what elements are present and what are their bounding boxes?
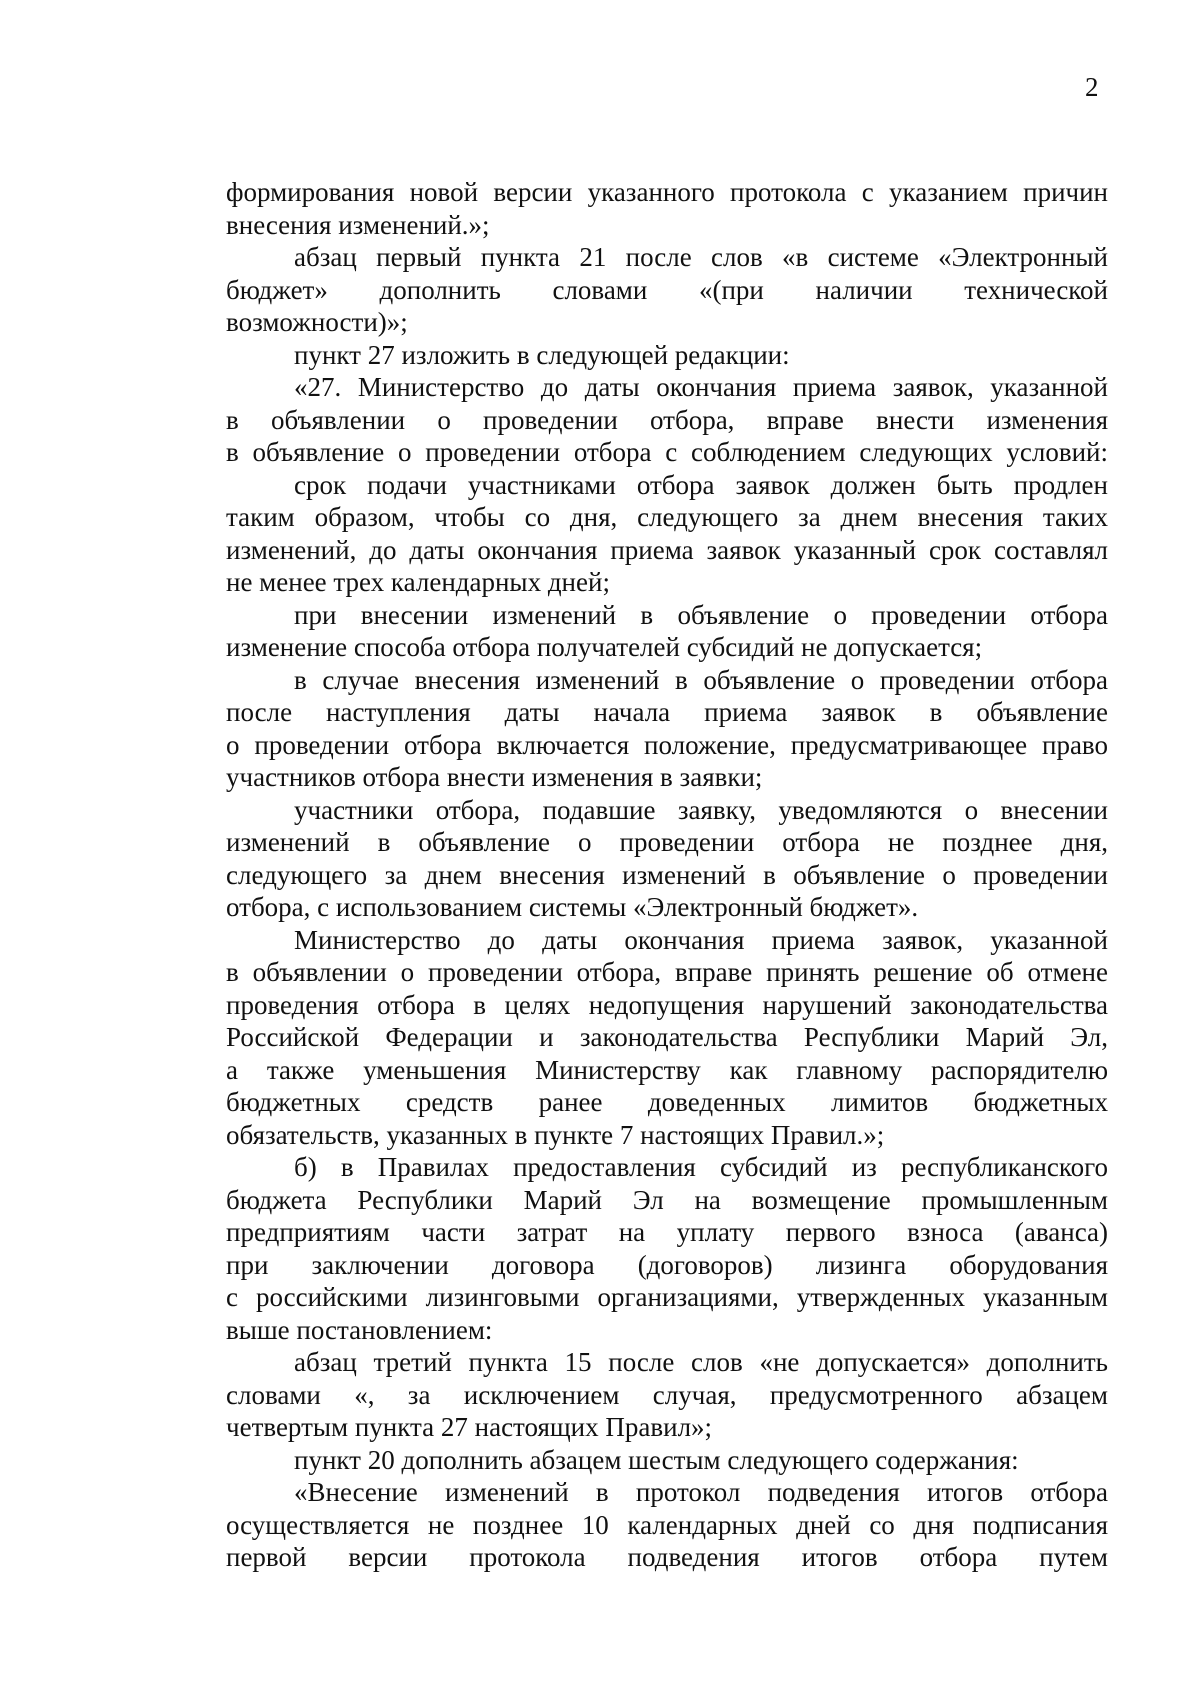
text-line: изменений, до даты окончания приема заявок указанный срок составлял bbox=[226, 534, 1108, 565]
text-line: при внесении изменений в объявление о проведении отбора bbox=[294, 599, 1108, 630]
text-line: отбора, с использованием системы «Электронный бюджет». bbox=[226, 892, 919, 922]
text-line: пункт 27 изложить в следующей редакции: bbox=[294, 339, 790, 370]
text-line: словами «, за исключением случая, предусмотренного абзацем bbox=[226, 1379, 1108, 1410]
text-line: таким образом, чтобы со дня, следующего за днем внесения таких bbox=[226, 502, 1108, 532]
text-line: а также уменьшения Министерству как главному распорядителю bbox=[226, 1054, 1108, 1085]
text-line: после наступления даты начала приема заявок в объявление bbox=[226, 697, 1108, 727]
text-line: изменение способа отбора получателей субсидий не допускается; bbox=[226, 632, 983, 662]
document-body bbox=[226, 176, 1108, 1574]
text-line: о проведении отбора включается положение, предусматривающее право bbox=[226, 729, 1108, 760]
text-line: пункт 20 дополнить абзацем шестым следующего содержания: bbox=[294, 1444, 1019, 1475]
text-line: абзац первый пункта 21 после слов «в системе «Электронный bbox=[294, 242, 1108, 272]
text-line: при заключении договора (договоров) лизинга оборудования bbox=[226, 1249, 1108, 1280]
text-line: в объявлении о проведении отбора, вправе внести изменения bbox=[226, 404, 1108, 435]
text-line: абзац третий пункта 15 после слов «не допускается» дополнить bbox=[294, 1347, 1108, 1377]
text-line: в объявление о проведении отбора с соблюдением следующих условий: bbox=[226, 437, 1108, 467]
text-line: проведения отбора в целях недопущения нарушений законодательства bbox=[226, 989, 1108, 1020]
text-line: следующего за днем внесения изменений в объявление о проведении bbox=[226, 859, 1108, 890]
text-line: бюджетных средств ранее доведенных лимитов бюджетных bbox=[226, 1087, 1108, 1117]
text-line: предприятиям части затрат на уплату первого взноса (аванса) bbox=[226, 1217, 1108, 1247]
text-line: осуществляется не позднее 10 календарных дней со дня подписания bbox=[226, 1509, 1108, 1540]
text-line: возможности)»; bbox=[226, 307, 408, 337]
text-line: выше постановлением: bbox=[226, 1314, 493, 1345]
text-line: б) в Правилах предоставления субсидий из республиканского bbox=[294, 1152, 1108, 1182]
text-line: изменений в объявление о проведении отбора не позднее дня, bbox=[226, 827, 1108, 857]
text-line: участники отбора, подавшие заявку, уведомляются о внесении bbox=[294, 794, 1108, 825]
text-line: формирования новой версии указанного протокола с указанием причин bbox=[226, 177, 1108, 207]
text-line: с российскими лизинговыми организациями, утвержденных указанным bbox=[226, 1282, 1108, 1312]
text-line: «27. Министерство до даты окончания приема заявок, указанной bbox=[294, 372, 1108, 402]
text-line: в объявлении о проведении отбора, вправе принять решение об отмене bbox=[226, 957, 1108, 987]
text-line: «Внесение изменений в протокол подведения итогов отбора bbox=[294, 1477, 1108, 1507]
page-number: 2 bbox=[1085, 72, 1099, 102]
text-line: бюджета Республики Марий Эл на возмещение промышленным bbox=[226, 1184, 1108, 1215]
text-line: в случае внесения изменений в объявление о проведении отбора bbox=[294, 664, 1108, 695]
text-line: четвертым пункта 27 настоящих Правил»; bbox=[226, 1412, 713, 1442]
text-line: Российской Федерации и законодательства Республики Марий Эл, bbox=[226, 1022, 1108, 1052]
text-line: Министерство до даты окончания приема заявок, указанной bbox=[294, 924, 1108, 955]
text-line: внесения изменений.»; bbox=[226, 209, 490, 240]
text-line: не менее трех календарных дней; bbox=[226, 567, 610, 597]
text-line: обязательств, указанных в пункте 7 настоящих Правил.»; bbox=[226, 1119, 885, 1150]
text-line: срок подачи участниками отбора заявок должен быть продлен bbox=[294, 469, 1108, 500]
text-line: участников отбора внести изменения в заявки; bbox=[226, 762, 763, 792]
text-line: бюджет» дополнить словами «(при наличии технической bbox=[226, 274, 1108, 305]
text-line: первой версии протокола подведения итогов отбора путем bbox=[226, 1542, 1108, 1572]
